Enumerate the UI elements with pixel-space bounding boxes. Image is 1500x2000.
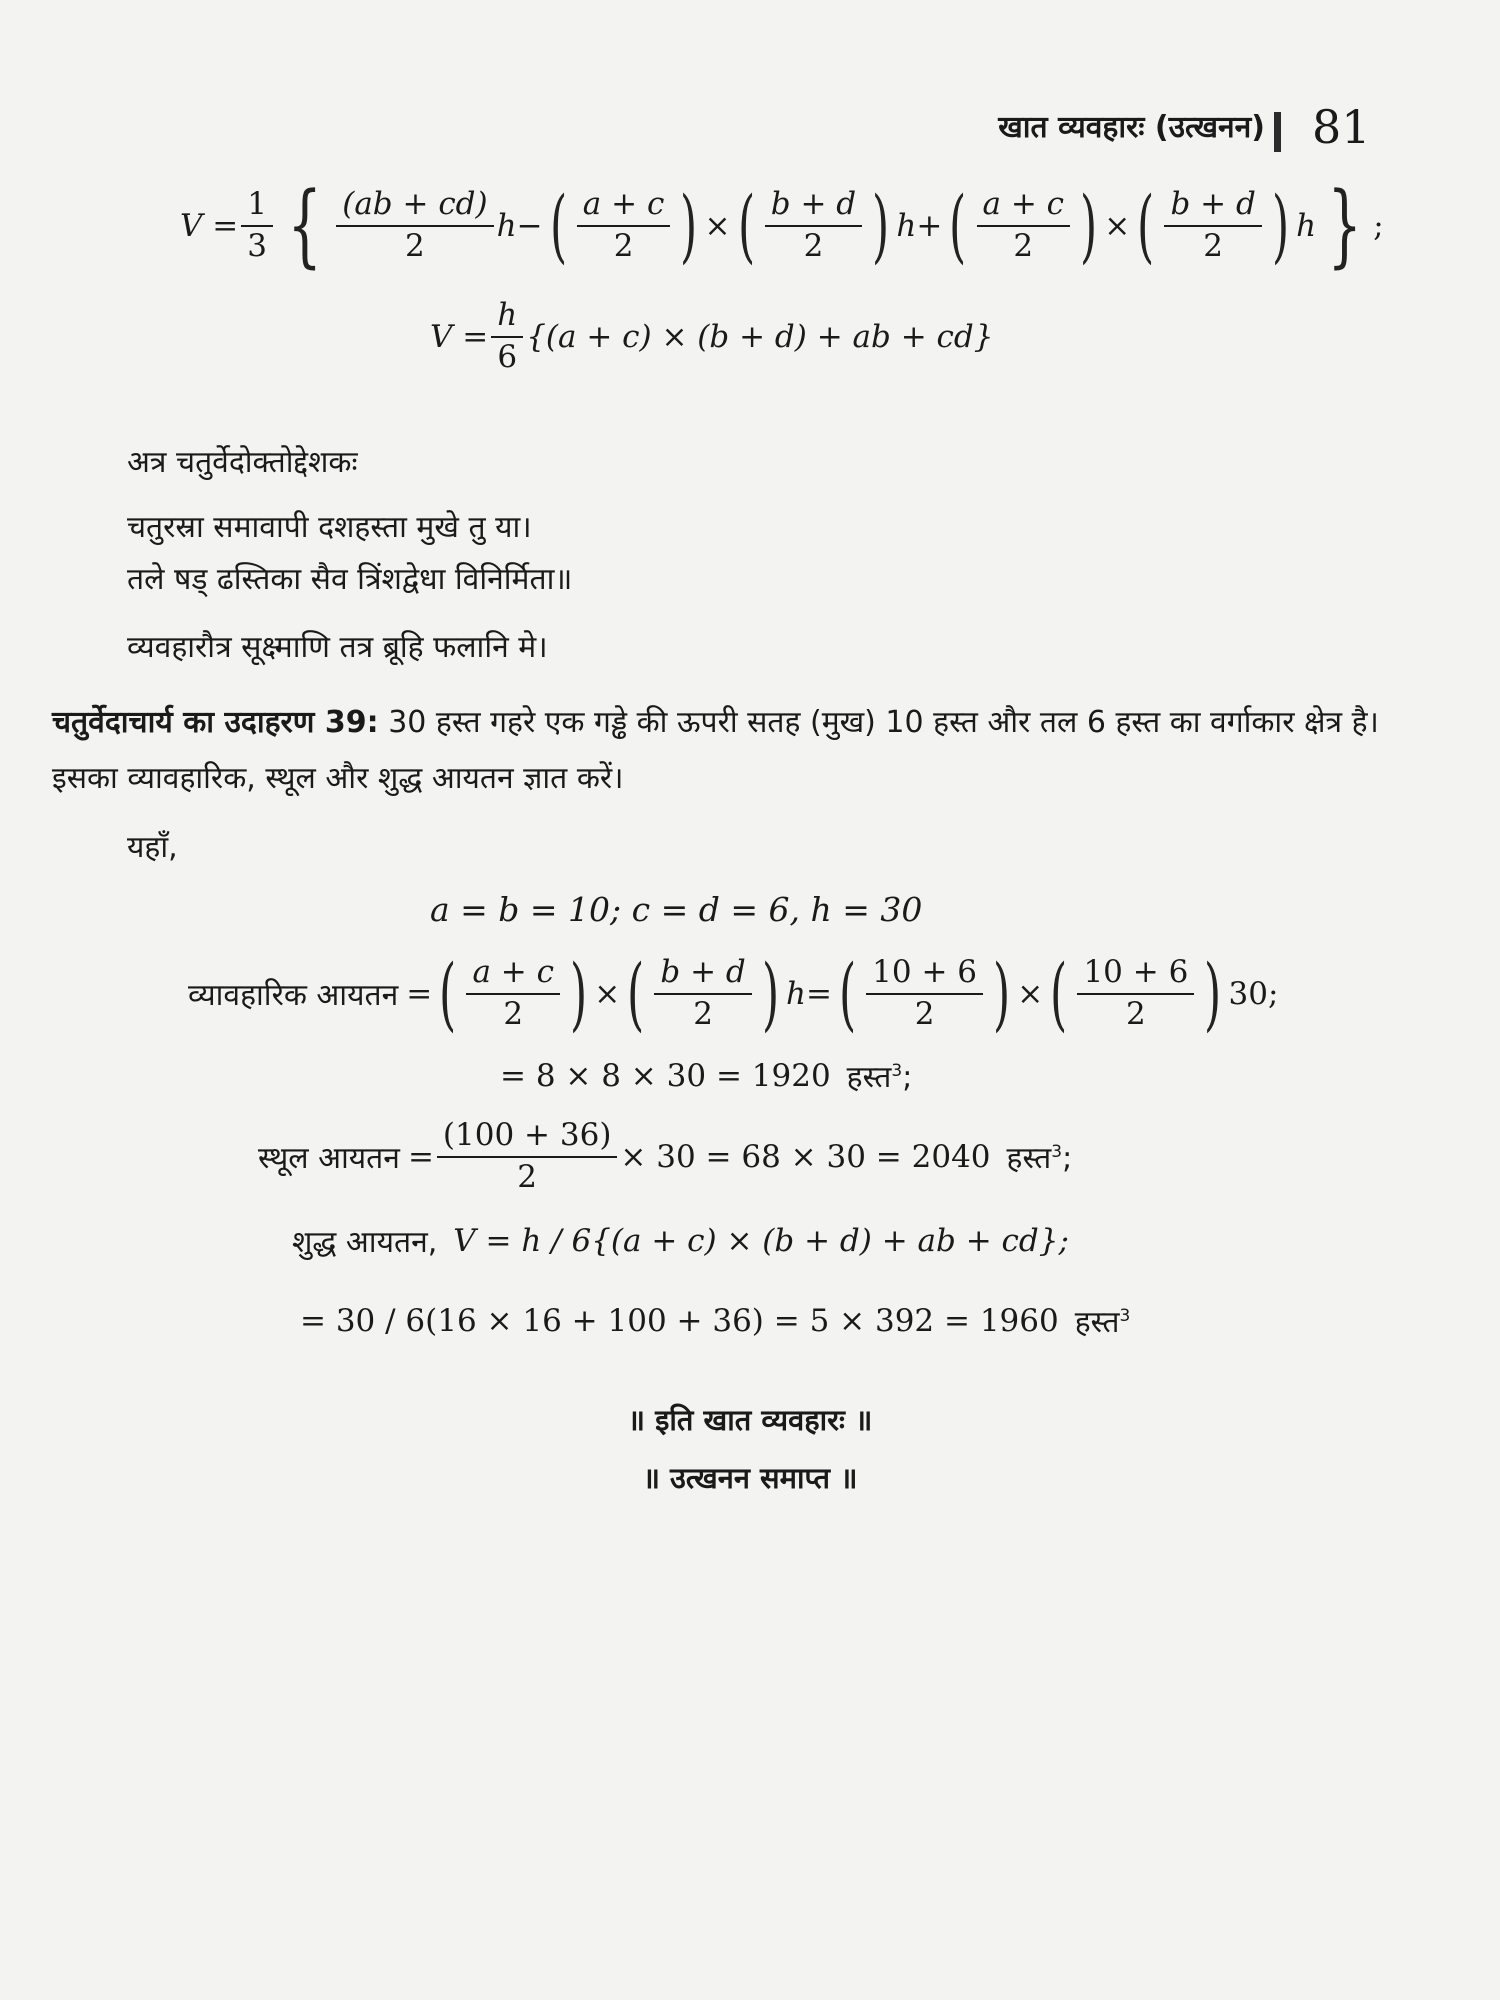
fraction-one-third: $\frac{1}{3}$ (241, 187, 273, 264)
exact-volume-formula: शुद्ध आयतन, V = h / 6{(a + c) × (b + d) + ab + cd}; (292, 1220, 1069, 1261)
practical-volume-result: = 8 × 8 × 30 = 1920 हस्त$^3$; (500, 1055, 912, 1096)
formula-volume-simplified: V = $\frac{h}{6}$ {(a + c) × (b + d) + ab + cd} (430, 297, 994, 375)
unit-hast: हस्त$^3$; (846, 1060, 913, 1095)
formula-lhs: V = (180, 207, 239, 244)
formula-volume-expanded: V = $\frac{1}{3}$ { $\frac{(ab + cd)}{2}$ h − ( $\frac{a + c}{2}$ ) × ( $\frac{b + d}{2}$ ) h + ( $\frac{a + c}{2}$ ) × ( $\frac{b + d}{2}$ ) h } ; (180, 173, 1384, 278)
verse-line-1: चतुरस्रा समावापी दशहस्ता मुखे तु या। (127, 510, 532, 545)
header-divider (1274, 112, 1281, 152)
fraction-ab-cd: $\frac{(ab + cd)}{2}$ (336, 187, 493, 264)
closing-line-2: ॥ उत्खनन समाप्त ॥ (642, 1461, 858, 1495)
example-text: 30 हस्त गहरे एक गड्ढे की ऊपरी सतह (मुख) 10 हस्त और तल 6 हस्त का वर्गाकार क्षेत्र है। इसका व्यावहारिक, स्थूल और शुद्ध आयतन ज्ञात करें। (52, 705, 1379, 796)
closing-line-1: ॥ इति खात व्यवहारः ॥ (627, 1403, 873, 1437)
example-paragraph (52, 695, 1452, 807)
running-header-title: खात व्यवहारः (उत्खनन) (998, 110, 1265, 145)
verse-line-3: व्यवहारौत्र सूक्ष्माणि तत्र ब्रूहि फलानि मे। (127, 630, 548, 665)
gross-volume-label: स्थूल आयतन (258, 1141, 400, 1177)
exact-volume-result: = 30 / 6(16 × 16 + 100 + 36) = 5 × 392 = 1960 हस्त$^3$ (300, 1300, 1130, 1341)
gross-volume-formula: स्थूल आयतन = $\frac{(100 + 36)}{2}$ × 30 = 68 × 30 = 2040 हस्त$^3$; (258, 1117, 1073, 1195)
example-label: चतुर्वेदाचार्य का उदाहरण 39: (52, 705, 379, 740)
exact-volume-label: शुद्ध आयतन, (292, 1225, 438, 1260)
verse-line-2: तले षड् ढस्तिका सैव त्रिंशद्वेधा विनिर्मिता॥ (127, 562, 573, 597)
unit-hast: हस्त$^3$; (1006, 1141, 1073, 1177)
practical-volume-formula: व्यावहारिक आयतन = ( $\frac{a + c}{2}$ ) × ( $\frac{b + d}{2}$ ) h = ( $\frac{10 + 6}{2}$ ) × ( $\frac{10 + 6}{2}$ ) 30; (188, 946, 1279, 1040)
fraction-h-over-6: $\frac{h}{6}$ (491, 298, 523, 375)
page-number: 81 (1312, 100, 1371, 154)
practical-volume-label: व्यावहारिक आयतन (188, 978, 399, 1014)
left-brace: { (287, 173, 322, 278)
unit-hast: हस्त$^3$ (1074, 1305, 1131, 1340)
verse-intro: अत्र चतुर्वेदोक्तोद्देशकः (127, 445, 358, 480)
here-label: यहाँ, (127, 830, 178, 865)
given-values: a = b = 10; c = d = 6, h = 30 (430, 890, 923, 929)
right-brace: } (1327, 173, 1362, 278)
